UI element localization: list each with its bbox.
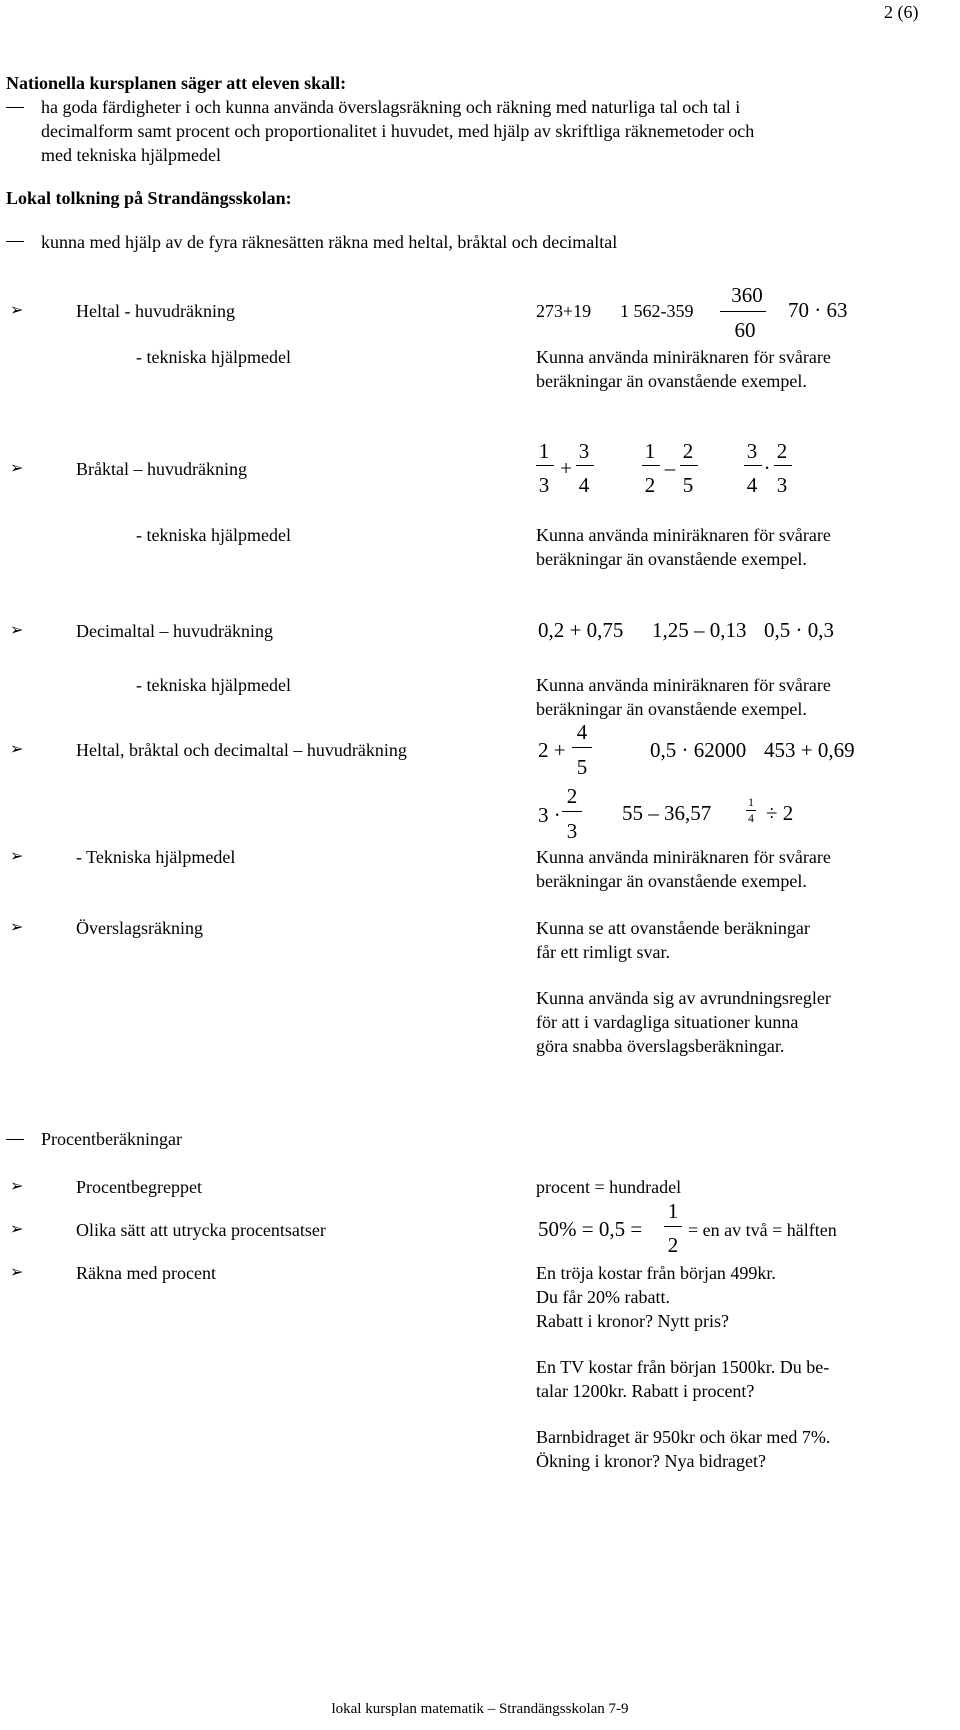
mixed-whole: 2 +	[538, 738, 566, 762]
dash-bullet	[6, 107, 24, 108]
heltal-example: 70 · 63	[788, 298, 848, 322]
procent-olika-label: Olika sätt att utrycka procentsatser	[76, 1220, 326, 1240]
blandat-example: 453 + 0,69	[764, 738, 855, 762]
fraction-bar	[642, 465, 660, 466]
fraction-bar	[664, 1226, 682, 1227]
procent-rakna-text: Du får 20% rabatt.	[536, 1287, 670, 1307]
heltal-title: Heltal - huvudräkning	[76, 301, 235, 321]
fraction-denominator: 3	[538, 473, 550, 497]
procent-heading: Procentberäkningar	[41, 1129, 182, 1149]
procent-rakna-text: En TV kostar från början 1500kr. Du be-	[536, 1357, 830, 1377]
mixed-whole: 3 ·	[538, 803, 561, 827]
decimaltal-example: 0,2 + 0,75	[538, 618, 624, 642]
calc-text: Kunna använda miniräknaren för svårare	[536, 347, 831, 367]
fraction-denominator: 2	[667, 1233, 679, 1257]
fraction-numerator: 3	[578, 439, 590, 463]
fraction-denominator: 60	[734, 318, 756, 342]
fraction-denominator: 3	[566, 819, 578, 843]
fraction-numerator: 1	[748, 795, 754, 809]
fraction-bar	[720, 311, 766, 312]
blandat-example: 0,5 · 62000	[650, 738, 747, 762]
fraction-numerator: 1	[667, 1199, 679, 1223]
decimaltal-example: 0,5 · 0,3	[764, 618, 834, 642]
arrow-bullet-icon: ➢	[10, 919, 24, 936]
procent-begrepp-label: Procentbegreppet	[76, 1177, 202, 1197]
braktal-title: Bråktal – huvudräkning	[76, 459, 247, 479]
page-number: 2 (6)	[884, 2, 919, 22]
fraction-numerator: 360	[731, 283, 763, 307]
fraction-numerator: 2	[566, 784, 578, 808]
operator: –	[664, 456, 676, 480]
overslag-text: Kunna se att ovanstående beräkningar	[536, 918, 810, 938]
procent-rakna-text: talar 1200kr. Rabatt i procent?	[536, 1381, 755, 1401]
heltal-tech: - tekniska hjälpmedel	[136, 347, 291, 367]
calc-text: beräkningar än ovanstående exempel.	[536, 871, 807, 891]
blandat-example: ÷ 2	[766, 801, 794, 825]
operator: +	[560, 456, 572, 480]
calc-text: beräkningar än ovanstående exempel.	[536, 371, 807, 391]
national-goal-line: med tekniska hjälpmedel	[41, 145, 221, 165]
arrow-bullet-icon: ➢	[10, 622, 24, 639]
dash-bullet	[6, 241, 24, 242]
local-goal: kunna med hjälp av de fyra räknesätten räkna med heltal, bråktal och decimaltal	[41, 232, 618, 252]
fraction-bar	[680, 465, 698, 466]
fraction-bar	[572, 747, 592, 748]
fraction-denominator: 4	[746, 473, 758, 497]
calc-text: beräkningar än ovanstående exempel.	[536, 699, 807, 719]
decimaltal-title: Decimaltal – huvudräkning	[76, 621, 273, 641]
fraction-denominator: 2	[644, 473, 656, 497]
arrow-bullet-icon: ➢	[10, 741, 24, 758]
operator: ·	[763, 456, 771, 480]
fraction-denominator: 5	[682, 473, 694, 497]
fraction-numerator: 1	[644, 439, 656, 463]
blandat-title: Heltal, bråktal och decimaltal – huvudräkning	[76, 740, 407, 760]
fraction-numerator: 3	[746, 439, 758, 463]
calc-text: Kunna använda miniräknaren för svårare	[536, 525, 831, 545]
fraction-denominator: 4	[578, 473, 590, 497]
arrow-bullet-icon: ➢	[10, 302, 24, 319]
heltal-example: 1 562-359	[620, 301, 694, 321]
national-goal-line: ha goda färdigheter i och kunna använda överslagsräkning och räkning med naturliga tal och tal i	[41, 97, 741, 117]
procent-olika-tail: = en av två = hälften	[688, 1220, 837, 1240]
fraction-bar	[562, 811, 582, 812]
overslag-text: får ett rimligt svar.	[536, 942, 670, 962]
fraction-numerator: 1	[538, 439, 550, 463]
procent-rakna-text: Ökning i kronor? Nya bidraget?	[536, 1451, 766, 1471]
arrow-bullet-icon: ➢	[10, 460, 24, 477]
arrow-bullet-icon: ➢	[10, 1221, 24, 1238]
arrow-bullet-icon: ➢	[10, 848, 24, 865]
procent-rakna-text: Rabatt i kronor? Nytt pris?	[536, 1311, 729, 1331]
fraction-bar	[774, 465, 792, 466]
procent-rakna-text: Barnbidraget är 950kr och ökar med 7%.	[536, 1427, 831, 1447]
footer: lokal kursplan matematik – Strandängsskolan 7-9	[331, 1701, 629, 1717]
heading-local: Lokal tolkning på Strandängsskolan:	[6, 188, 292, 208]
heading-national: Nationella kursplanen säger att eleven skall:	[6, 73, 347, 93]
fraction-numerator: 2	[776, 439, 788, 463]
blandat-example: 55 – 36,57	[622, 801, 712, 825]
overslag-text: Kunna använda sig av avrundningsregler	[536, 988, 831, 1008]
decimaltal-tech: - tekniska hjälpmedel	[136, 675, 291, 695]
fraction-bar	[536, 465, 554, 466]
fraction-numerator: 2	[682, 439, 694, 463]
dash-bullet	[6, 1139, 24, 1140]
blandat-tech: - Tekniska hjälpmedel	[76, 847, 236, 867]
procent-rakna-label: Räkna med procent	[76, 1263, 216, 1283]
overslag-text: för att i vardagliga situationer kunna	[536, 1012, 799, 1032]
procent-begrepp-text: procent = hundradel	[536, 1177, 682, 1197]
calc-text: beräkningar än ovanstående exempel.	[536, 549, 807, 569]
national-goal-line: decimalform samt procent och proportionalitet i huvudet, med hjälp av skriftliga räknemetoder och	[41, 121, 755, 141]
arrow-bullet-icon: ➢	[10, 1178, 24, 1195]
braktal-tech: - tekniska hjälpmedel	[136, 525, 291, 545]
fraction-denominator: 3	[776, 473, 788, 497]
decimaltal-example: 1,25 – 0,13	[652, 618, 747, 642]
calc-text: Kunna använda miniräknaren för svårare	[536, 847, 831, 867]
calc-text: Kunna använda miniräknaren för svårare	[536, 675, 831, 695]
fraction-numerator: 4	[576, 720, 588, 744]
heltal-example: 273+19	[536, 301, 592, 321]
procent-rakna-text: En tröja kostar från början 499kr.	[536, 1263, 776, 1283]
fraction-denominator: 5	[576, 755, 588, 779]
overslag-title: Överslagsräkning	[76, 918, 203, 938]
procent-olika-expr: 50% = 0,5 =	[538, 1217, 643, 1241]
arrow-bullet-icon: ➢	[10, 1264, 24, 1281]
fraction-denominator: 4	[748, 811, 754, 825]
overslag-text: göra snabba överslagsberäkningar.	[536, 1036, 785, 1056]
fraction-bar	[576, 465, 594, 466]
